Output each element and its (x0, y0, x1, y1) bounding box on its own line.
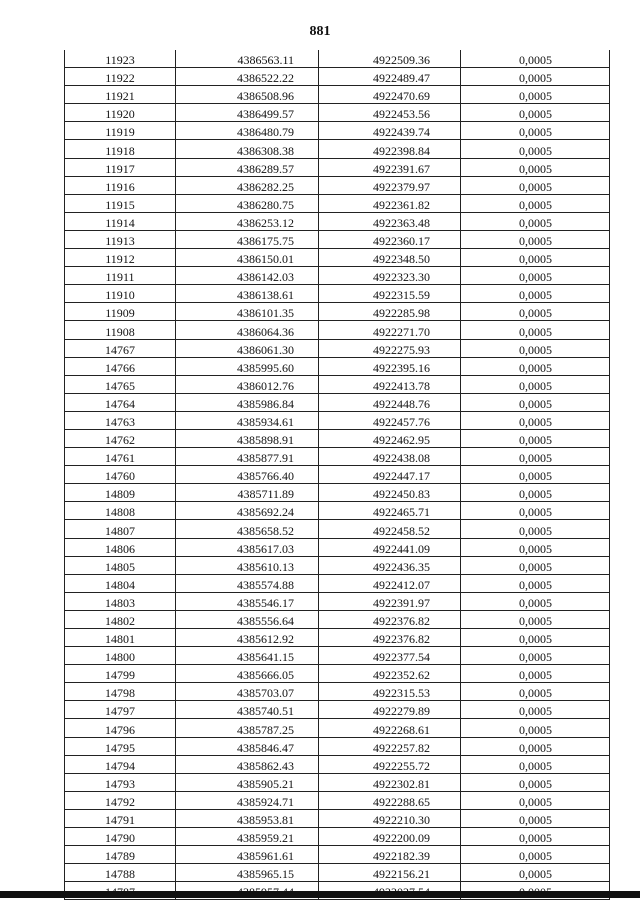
x-coordinate-cell: 4385877.91 (176, 448, 319, 466)
y-coordinate-cell: 4922315.53 (319, 683, 461, 701)
x-coordinate-cell: 4385617.03 (176, 538, 319, 556)
point-number-cell: 11922 (65, 68, 176, 86)
accuracy-cell: 0,0005 (461, 864, 611, 882)
table-row (65, 158, 610, 176)
accuracy-cell: 0,0005 (461, 158, 611, 176)
point-number-cell: 14764 (65, 393, 176, 411)
x-coordinate-cell: 4385862.43 (176, 755, 319, 773)
y-coordinate-cell: 4922182.39 (319, 846, 461, 864)
accuracy-cell: 0,0005 (461, 339, 611, 357)
accuracy-cell: 0,0005 (461, 574, 611, 592)
accuracy-cell: 0,0005 (461, 411, 611, 429)
scan-bottom-edge (0, 891, 640, 898)
point-number-cell: 14765 (65, 375, 176, 393)
x-coordinate-cell: 4386308.38 (176, 140, 319, 158)
y-coordinate-cell: 4922398.84 (319, 140, 461, 158)
table-row (65, 122, 610, 140)
y-coordinate-cell: 4922285.98 (319, 303, 461, 321)
y-coordinate-cell: 4922360.17 (319, 230, 461, 248)
x-coordinate-cell: 4386480.79 (176, 122, 319, 140)
point-number-cell: 14799 (65, 665, 176, 683)
x-coordinate-cell: 4385711.89 (176, 484, 319, 502)
point-number-cell: 14791 (65, 809, 176, 827)
point-number-cell: 14794 (65, 755, 176, 773)
y-coordinate-cell: 4922441.09 (319, 538, 461, 556)
accuracy-cell: 0,0005 (461, 665, 611, 683)
y-coordinate-cell: 4922391.67 (319, 158, 461, 176)
accuracy-cell: 0,0005 (461, 448, 611, 466)
y-coordinate-cell: 4922509.36 (319, 50, 461, 68)
accuracy-cell: 0,0005 (461, 285, 611, 303)
accuracy-cell: 0,0005 (461, 629, 611, 647)
accuracy-cell: 0,0005 (461, 466, 611, 484)
accuracy-cell: 0,0005 (461, 647, 611, 665)
table-row (65, 104, 610, 122)
y-coordinate-cell: 4922448.76 (319, 393, 461, 411)
y-coordinate-cell: 4922447.17 (319, 466, 461, 484)
table-row (65, 502, 610, 520)
y-coordinate-cell: 4922413.78 (319, 375, 461, 393)
accuracy-cell: 0,0005 (461, 737, 611, 755)
y-coordinate-cell: 4922391.97 (319, 592, 461, 610)
x-coordinate-cell: 4385658.52 (176, 520, 319, 538)
x-coordinate-cell: 4385995.60 (176, 357, 319, 375)
x-coordinate-cell: 4386563.11 (176, 50, 319, 68)
x-coordinate-cell: 4386280.75 (176, 194, 319, 212)
table-row (65, 592, 610, 610)
point-number-cell: 14806 (65, 538, 176, 556)
table-row (65, 357, 610, 375)
accuracy-cell: 0,0005 (461, 321, 611, 339)
y-coordinate-cell: 4922395.16 (319, 357, 461, 375)
accuracy-cell: 0,0005 (461, 249, 611, 267)
accuracy-cell: 0,0005 (461, 592, 611, 610)
point-number-cell: 11914 (65, 212, 176, 230)
table-row (65, 828, 610, 846)
y-coordinate-cell: 4922363.48 (319, 212, 461, 230)
point-number-cell: 14800 (65, 647, 176, 665)
x-coordinate-cell: 4385898.91 (176, 429, 319, 447)
point-number-cell: 14808 (65, 502, 176, 520)
accuracy-cell: 0,0005 (461, 176, 611, 194)
point-number-cell: 11909 (65, 303, 176, 321)
point-number-cell: 11916 (65, 176, 176, 194)
accuracy-cell: 0,0005 (461, 50, 611, 68)
accuracy-cell: 0,0005 (461, 556, 611, 574)
table-row (65, 719, 610, 737)
table-row (65, 194, 610, 212)
x-coordinate-cell: 4385740.51 (176, 701, 319, 719)
point-number-cell: 14803 (65, 592, 176, 610)
table-row (65, 610, 610, 628)
accuracy-cell: 0,0005 (461, 502, 611, 520)
x-coordinate-cell: 4385610.13 (176, 556, 319, 574)
accuracy-cell: 0,0005 (461, 140, 611, 158)
x-coordinate-cell: 4385986.84 (176, 393, 319, 411)
x-coordinate-cell: 4385959.21 (176, 828, 319, 846)
point-number-cell: 14763 (65, 411, 176, 429)
y-coordinate-cell: 4922348.50 (319, 249, 461, 267)
table-row (65, 339, 610, 357)
y-coordinate-cell: 4922489.47 (319, 68, 461, 86)
y-coordinate-cell: 4922470.69 (319, 86, 461, 104)
y-coordinate-cell: 4922457.76 (319, 411, 461, 429)
y-coordinate-cell: 4922412.07 (319, 574, 461, 592)
y-coordinate-cell: 4922302.81 (319, 773, 461, 791)
y-coordinate-cell: 4922361.82 (319, 194, 461, 212)
x-coordinate-cell: 4385961.61 (176, 846, 319, 864)
x-coordinate-cell: 4385905.21 (176, 773, 319, 791)
accuracy-cell: 0,0005 (461, 429, 611, 447)
point-number-cell: 14805 (65, 556, 176, 574)
table-row (65, 466, 610, 484)
table-row (65, 629, 610, 647)
x-coordinate-cell: 4386138.61 (176, 285, 319, 303)
table-row (65, 737, 610, 755)
table-row (65, 791, 610, 809)
point-number-cell: 11918 (65, 140, 176, 158)
x-coordinate-cell: 4385787.25 (176, 719, 319, 737)
table-row (65, 520, 610, 538)
point-number-cell: 11911 (65, 267, 176, 285)
table-row (65, 484, 610, 502)
y-coordinate-cell: 4922210.30 (319, 809, 461, 827)
table-row (65, 86, 610, 104)
y-coordinate-cell: 4922257.82 (319, 737, 461, 755)
point-number-cell: 14767 (65, 339, 176, 357)
y-coordinate-cell: 4922352.62 (319, 665, 461, 683)
table-row (65, 755, 610, 773)
x-coordinate-cell: 4386150.01 (176, 249, 319, 267)
x-coordinate-cell: 4385924.71 (176, 791, 319, 809)
y-coordinate-cell: 4922376.82 (319, 610, 461, 628)
x-coordinate-cell: 4385846.47 (176, 737, 319, 755)
table-row (65, 375, 610, 393)
table-row (65, 68, 610, 86)
x-coordinate-cell: 4386499.57 (176, 104, 319, 122)
y-coordinate-cell: 4922438.08 (319, 448, 461, 466)
point-number-cell: 11915 (65, 194, 176, 212)
table-row (65, 285, 610, 303)
y-coordinate-cell: 4922156.21 (319, 864, 461, 882)
table-row (65, 701, 610, 719)
x-coordinate-cell: 4385574.88 (176, 574, 319, 592)
table-body (65, 50, 610, 899)
point-number-cell: 14804 (65, 574, 176, 592)
y-coordinate-cell: 4922200.09 (319, 828, 461, 846)
accuracy-cell: 0,0005 (461, 610, 611, 628)
point-number-cell: 14802 (65, 610, 176, 628)
point-number-cell: 11913 (65, 230, 176, 248)
point-number-cell: 11919 (65, 122, 176, 140)
y-coordinate-cell: 4922450.83 (319, 484, 461, 502)
accuracy-cell: 0,0005 (461, 86, 611, 104)
point-number-cell: 14790 (65, 828, 176, 846)
point-number-cell: 14789 (65, 846, 176, 864)
accuracy-cell: 0,0005 (461, 357, 611, 375)
point-number-cell: 11912 (65, 249, 176, 267)
y-coordinate-cell: 4922377.54 (319, 647, 461, 665)
point-number-cell: 14801 (65, 629, 176, 647)
table-row (65, 267, 610, 285)
x-coordinate-cell: 4386522.22 (176, 68, 319, 86)
x-coordinate-cell: 4385953.81 (176, 809, 319, 827)
accuracy-cell: 0,0005 (461, 683, 611, 701)
y-coordinate-cell: 4922288.65 (319, 791, 461, 809)
table-row (65, 321, 610, 339)
table-row (65, 647, 610, 665)
y-coordinate-cell: 4922268.61 (319, 719, 461, 737)
x-coordinate-cell: 4385692.24 (176, 502, 319, 520)
x-coordinate-cell: 4385965.15 (176, 864, 319, 882)
x-coordinate-cell: 4385612.92 (176, 629, 319, 647)
point-number-cell: 11921 (65, 86, 176, 104)
point-number-cell: 14760 (65, 466, 176, 484)
point-number-cell: 11910 (65, 285, 176, 303)
x-coordinate-cell: 4385934.61 (176, 411, 319, 429)
table-row (65, 574, 610, 592)
table-row (65, 212, 610, 230)
x-coordinate-cell: 4385641.15 (176, 647, 319, 665)
y-coordinate-cell: 4922436.35 (319, 556, 461, 574)
y-coordinate-cell: 4922453.56 (319, 104, 461, 122)
table-row (65, 393, 610, 411)
accuracy-cell: 0,0005 (461, 719, 611, 737)
accuracy-cell: 0,0005 (461, 828, 611, 846)
x-coordinate-cell: 4385546.17 (176, 592, 319, 610)
point-number-cell: 14807 (65, 520, 176, 538)
accuracy-cell: 0,0005 (461, 104, 611, 122)
point-number-cell: 14788 (65, 864, 176, 882)
table-row (65, 50, 610, 68)
y-coordinate-cell: 4922439.74 (319, 122, 461, 140)
table-row (65, 846, 610, 864)
point-number-cell: 11923 (65, 50, 176, 68)
point-number-cell: 14796 (65, 719, 176, 737)
table-row (65, 303, 610, 321)
y-coordinate-cell: 4922271.70 (319, 321, 461, 339)
point-number-cell: 14809 (65, 484, 176, 502)
table-row (65, 556, 610, 574)
table-row (65, 249, 610, 267)
point-number-cell: 14766 (65, 357, 176, 375)
accuracy-cell: 0,0005 (461, 375, 611, 393)
accuracy-cell: 0,0005 (461, 846, 611, 864)
x-coordinate-cell: 4385766.40 (176, 466, 319, 484)
x-coordinate-cell: 4385556.64 (176, 610, 319, 628)
y-coordinate-cell: 4922255.72 (319, 755, 461, 773)
y-coordinate-cell: 4922462.95 (319, 429, 461, 447)
accuracy-cell: 0,0005 (461, 520, 611, 538)
table-row (65, 683, 610, 701)
table-row (65, 665, 610, 683)
x-coordinate-cell: 4386064.36 (176, 321, 319, 339)
x-coordinate-cell: 4385703.07 (176, 683, 319, 701)
accuracy-cell: 0,0005 (461, 68, 611, 86)
accuracy-cell: 0,0005 (461, 303, 611, 321)
y-coordinate-cell: 4922458.52 (319, 520, 461, 538)
table-row (65, 429, 610, 447)
accuracy-cell: 0,0005 (461, 194, 611, 212)
accuracy-cell: 0,0005 (461, 809, 611, 827)
point-number-cell: 14795 (65, 737, 176, 755)
table-row (65, 176, 610, 194)
table-row (65, 411, 610, 429)
coordinates-table (64, 50, 610, 900)
table-row (65, 140, 610, 158)
y-coordinate-cell: 4922465.71 (319, 502, 461, 520)
point-number-cell: 14762 (65, 429, 176, 447)
x-coordinate-cell: 4386012.76 (176, 375, 319, 393)
point-number-cell: 14797 (65, 701, 176, 719)
table-row (65, 230, 610, 248)
point-number-cell: 14793 (65, 773, 176, 791)
table-row (65, 864, 610, 882)
x-coordinate-cell: 4386282.25 (176, 176, 319, 194)
x-coordinate-cell: 4386101.35 (176, 303, 319, 321)
y-coordinate-cell: 4922279.89 (319, 701, 461, 719)
accuracy-cell: 0,0005 (461, 773, 611, 791)
accuracy-cell: 0,0005 (461, 230, 611, 248)
y-coordinate-cell: 4922376.82 (319, 629, 461, 647)
accuracy-cell: 0,0005 (461, 393, 611, 411)
accuracy-cell: 0,0005 (461, 755, 611, 773)
point-number-cell: 14792 (65, 791, 176, 809)
table-row (65, 809, 610, 827)
point-number-cell: 14798 (65, 683, 176, 701)
accuracy-cell: 0,0005 (461, 484, 611, 502)
table-row (65, 538, 610, 556)
table-row (65, 448, 610, 466)
point-number-cell: 11917 (65, 158, 176, 176)
accuracy-cell: 0,0005 (461, 122, 611, 140)
accuracy-cell: 0,0005 (461, 791, 611, 809)
x-coordinate-cell: 4386142.03 (176, 267, 319, 285)
x-coordinate-cell: 4386253.12 (176, 212, 319, 230)
x-coordinate-cell: 4385666.05 (176, 665, 319, 683)
accuracy-cell: 0,0005 (461, 212, 611, 230)
point-number-cell: 14761 (65, 448, 176, 466)
x-coordinate-cell: 4386508.96 (176, 86, 319, 104)
y-coordinate-cell: 4922379.97 (319, 176, 461, 194)
y-coordinate-cell: 4922323.30 (319, 267, 461, 285)
page-number: 881 (309, 24, 331, 39)
point-number-cell: 11920 (65, 104, 176, 122)
point-number-cell: 11908 (65, 321, 176, 339)
x-coordinate-cell: 4386061.30 (176, 339, 319, 357)
accuracy-cell: 0,0005 (461, 538, 611, 556)
x-coordinate-cell: 4386175.75 (176, 230, 319, 248)
accuracy-cell: 0,0005 (461, 701, 611, 719)
y-coordinate-cell: 4922315.59 (319, 285, 461, 303)
x-coordinate-cell: 4386289.57 (176, 158, 319, 176)
table-row (65, 773, 610, 791)
y-coordinate-cell: 4922275.93 (319, 339, 461, 357)
accuracy-cell: 0,0005 (461, 267, 611, 285)
